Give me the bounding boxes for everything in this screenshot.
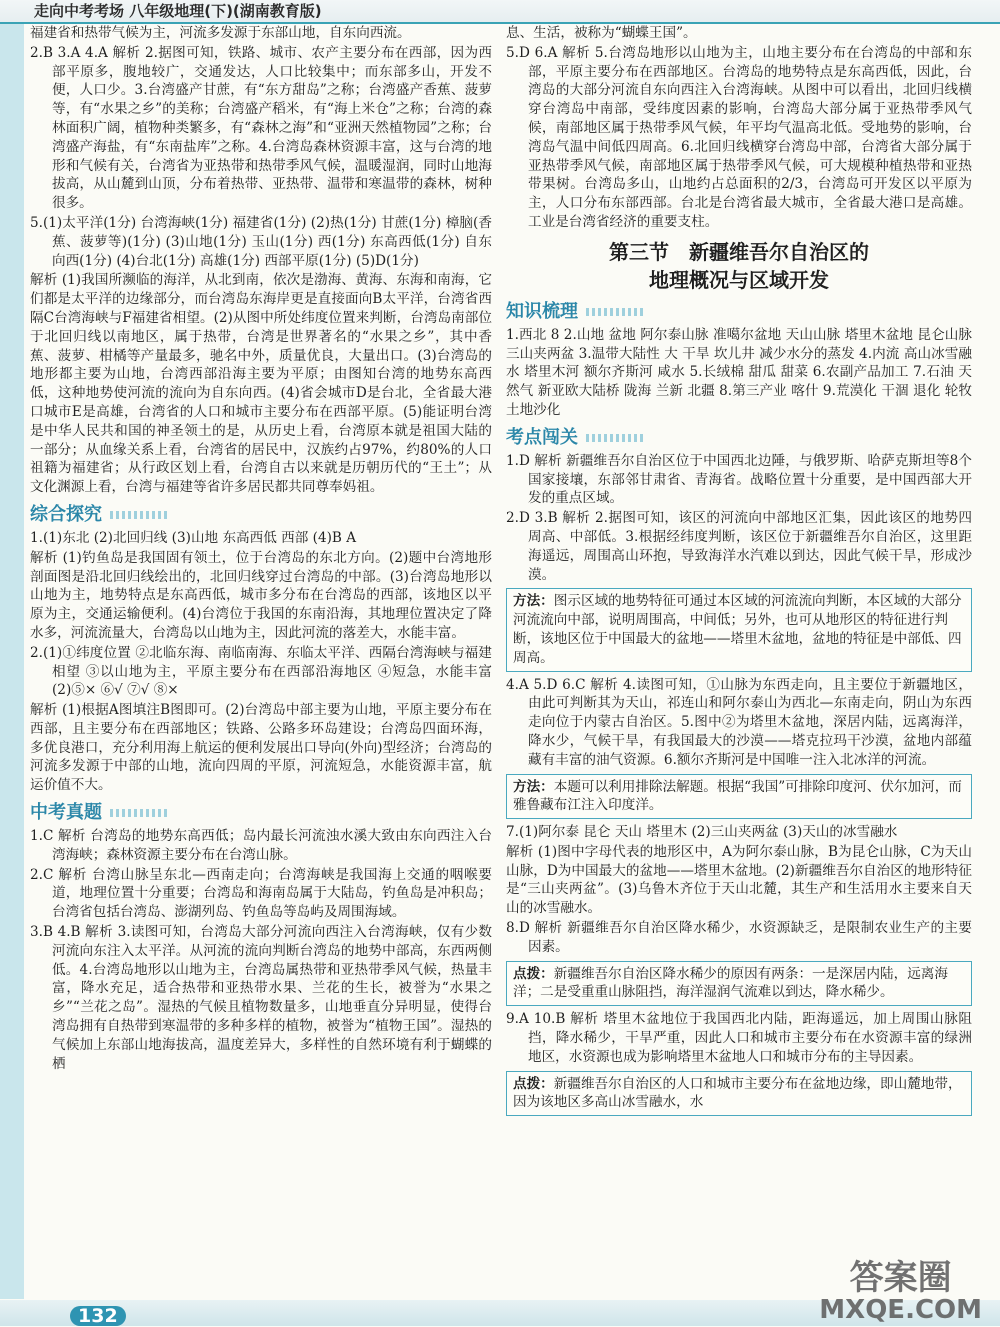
answer-text: 1.(1)东北 (2)北回归线 (3)山地 东高西低 西部 (4)B A [30,529,357,546]
method-box: 方法：图示区域的地势特征可通过本区域的河流流向判断，本区域的大部分河流流向中部，说明周围高，中间低；另外，也可从地形区的特征进行判断，该地区位于中国最大的盆地——塔里木盆地，盆地的特征是中部低、四周高。 [506,588,972,671]
answer-text: 3.B 4.B 解析 3.读图可知，台湾岛大部分河流向西注入台湾海峡，仅有少数河流向东注入太平洋。从河流的流向判断台湾岛的地势中部高，东西两侧低。4.台湾岛地形以山地为主，台湾岛属热带和亚热带季风气候，热量丰富，降水充足，适合热带和亚热带水果、兰花的生长，被誉为“水果之乡”“兰花之岛”。湿热的气候且植物数量多，山地垂直分异明显，使得台湾岛拥有自热带到寒温带的多种多样的植物，被誉为“植物王国”。湿热的气候加上东部山地海拔高，温度差异大，多样性的自然环境有利于蝴蝶的栖 [30,924,492,1072]
analysis-text: 解析 (1)根据A图填注B图即可。(2)台湾岛中部主要为山地，平原主要分布在西部，且主要分布在西部地区；铁路、公路多环岛建设；台湾岛四面环海，多优良港口，充分利用海上航运的便利发展出口导向(外向)型经济；台湾岛的河流多发源于中部的山地，流向四周的平原，河流短急，水能资源丰富，航运价值不大。 [30,702,492,794]
answer-text: 2.C 解析 台湾山脉呈东北—西南走向；台湾海峡是我国海上交通的咽喉要道，地理位置十分重要；台湾岛和海南岛属于大陆岛，钓鱼岛是冲积岛；台湾省包括台湾岛、澎湖列岛、钓鱼岛等岛屿及周围海域。 [30,866,492,921]
section-heading: 知识梳理 [506,300,972,324]
analysis-text: 解析 (1)我国所濒临的海洋，从北到南，依次是渤海、黄海、东海和南海，它们都是太平洋的边缘部分，而台湾岛东海岸更是直接面向B太平洋，台湾省西隔C台湾海峡与F福建省相望。(2)从图中所处纬度位置来判断，台湾岛南部位于北回归线以南地区，属于热带，台湾是世界著名的“水果之乡”，其中香蕉、菠萝、柑橘等产量最多，驰名中外，质量优良，大量出口。(3)台湾岛的地形都主要为山地，台湾西部沿海主要为平原；由图知台湾的地势东高西低，这种地势使河流的流向为自东向西。(4)省会城市D是台北，全省最大港口城市E是高雄，台湾省的人口和城市主要分布在西部平原。(5)能证明台湾是中华人民共和国的神圣领土的是，从历史上看，台湾原本就是祖国大陆的一部分；从血缘关系上看，台湾省的居民中，汉族约占97%，约80%的人口祖籍为福建省；从行政区划上看，台湾自古以来就是历朝历代的“王土”；从文化渊源上看，台湾与福建等省许多居民都共同尊奉妈祖。 [30,272,492,496]
answer-text: 福建省和热带气候为主，河流多发源于东部山地，自东向西流。 [30,25,411,41]
analysis-text: 解析 (1)图中字母代表的地形区中，A为阿尔泰山脉，B为昆仑山脉，C为天山山脉，D为中国最大的盆地——塔里木盆地。(2)新疆维吾尔自治区的地形特征是“三山夹两盆”。(3)乌鲁木齐位于天山北麓，其生产和生活用水主要来自天山的冰雪融水。 [506,843,972,917]
chapter-title: 第三节 新疆维吾尔自治区的 地理概况与区域开发 [609,239,869,292]
analysis-text: 解析 (1)钓鱼岛是我国固有领土，位于台湾岛的东北方向。(2)题中台湾地形剖面图是沿北回归线绘出的，北回归线穿过台湾岛的中部。(3)台湾岛地形以山地为主，地势特点是东高西低，城市多分布在台湾岛的西部，该地区以平原为主，交通运输便利。(4)台湾位于我国的东南沿海，其地理位置决定了降水多，河流流量大，台湾岛以山地为主，因此河流的落差大，水能丰富。 [30,549,492,641]
answer-text: 9.A 10.B 解析 塔里木盆地位于我国西北内陆，距海遥远，加上周围山脉阻挡，降水稀少，干旱严重，因此人口和城市主要分布在水资源丰富的绿洲地区，水资源也成为影响塔里木盆地人口和城市分布的主导因素。 [506,1011,972,1065]
answer-text: 1.C 解析 台湾岛的地势东高西低；岛内最长河流浊水溪大致由东向西注入台湾海峡；森林资源主要分布在台湾山脉。 [30,828,492,863]
tip-box: 点拨：新疆维吾尔自治区的人口和城市主要分布在盆地边缘，即山麓地带，因为该地区多高山冰雪融水，水 [506,1071,972,1117]
book-title: 走向中考考场 八年级地理(下)(湖南教育版) [34,2,322,20]
answer-text: 7.(1)阿尔泰 昆仑 天山 塔里木 (2)三山夹两盆 (3)天山的冰雪融水 [506,824,898,841]
answer-text: 5.D 6.A 解析 5.台湾岛地形以山地为主，山地主要分布在台湾岛的中部和东部，平原主要分布在西部地区。台湾岛的地势特点是东高西低，因此，台湾岛的大部分河流自东向西注入台湾海峡。从图中可以看出，北回归线横穿台湾岛中南部，受纬度因素的影响，台湾岛大部分属于亚热带季风气候，南部地区属于热带季风气候，年平均气温高北低。受地势的影响，台湾岛气温中间低四周高。6.北回归线横穿台湾岛中部，台湾省大部分属于亚热带季风气候，南部地区属于热带季风气候，可大规模种植热带和亚热带果树。台湾岛多山，山地约占总面积的2/3，台湾岛可开发区以平原为主，人口分布东部西部。台北是台湾省最大城市，全省最大港口是高雄。工业是台湾省经济的重要支柱。 [506,44,972,230]
answer-text: 1.西北 8 2.山地 盆地 阿尔泰山脉 准噶尔盆地 天山山脉 塔里木盆地 昆仑山脉 三山夹两盆 3.温带大陆性 大 干旱 坎儿井 减少水分的蒸发 4.内流 高山冰雪融水 塔里木河 额尔齐斯河 咸水 5.长绒棉 甜瓜 甜菜 6.农副产品加工 7.石油 天然气 新亚欧大陆桥 陇海 兰新 北疆 8.第三产业 喀什 9.荒漠化 干涸 退化 轮牧 土地沙化 [506,326,972,418]
answer-text: 息、生活，被称为“蝴蝶王国”。 [506,25,697,41]
answer-text: 1.D 解析 新疆维吾尔自治区位于中国西北边陲，与俄罗斯、哈萨克斯坦等8个国家接壤，东部邻甘肃省、青海省。战略位置十分重要，是中国西部大开发的重点区域。 [506,452,972,507]
answer-text: 2.D 3.B 解析 2.据图可知，该区的河流向中部地区汇集，因此该区的地势四周高、中部低。3.根据经纬度判断，该区位于新疆维吾尔自治区，这里距海遥远，周围高山环抱，导致海洋水汽难以到达，因此气候干旱，形成沙漠。 [506,510,972,583]
answer-text: 2.B 3.A 4.A 解析 2.据图可知，铁路、城市、农产主要分布在西部，因为西部平原多，腹地较广，交通发达，人口比较集中；而东部多山，开发不便，人口少。3.台湾盛产甘蔗，有“东方甜岛”之称；台湾盛产香蕉、菠萝等，有“水果之乡”的美称；台湾盛产稻米，有“海上米仓”之称；台湾的森林面积广阔，植物种类繁多，有“森林之海”和“亚洲天然植物园”之称；台湾盛产海盐，有“东南盐库”之称。4.台湾岛森林资源丰富，这与台湾的地形和气候有关，台湾省为亚热带和热带季风气候，温暖湿润，同时山地海拔高，从山麓到山顶，分布着热带、亚热带、温带和寒温带的森林，树种很多。 [30,44,492,212]
section-heading: 综合探究 [30,503,492,527]
left-column [30,24,492,1074]
method-box: 方法：本题可以利用排除法解题。根据“我国”可排除印度河、伏尔加河，而雅鲁藏布江注入印度洋。 [506,774,972,820]
answer-text: 4.A 5.D 6.C 解析 4.读图可知，①山脉为东西走向，且主要位于新疆地区，由此可判断其为天山，祁连山和阿尔泰山为西北—东南走向，阴山为东西走向位于内蒙古自治区。5.图中②为塔里木盆地，深居内陆，远离海洋，降水少，气候干旱，有我国最大的沙漠——塔克拉玛干沙漠，盆地内部蕴藏有丰富的油气资源。6.额尔齐斯河是中国唯一注入北冰洋的河流。 [506,676,972,768]
page-number: 132 [70,1306,126,1326]
page-header-bar [0,0,1000,24]
tip-box: 点拨：新疆维吾尔自治区降水稀少的原因有两条：一是深居内陆，远离海洋；二是受重重山脉阻挡，海洋湿润气流难以到达，降水稀少。 [506,961,972,1007]
answer-text: 8.D 解析 新疆维吾尔自治区降水稀少，水资源缺乏，是限制农业生产的主要因素。 [506,920,972,955]
answer-text: 5.(1)太平洋(1分) 台湾海峡(1分) 福建省(1分) (2)热(1分) 甘蔗(1分) 樟脑(香蕉、菠萝等)(1分) (3)山地(1分) 玉山(1分) 西(1分) 东高西低(1分) 自东向西(1分) (4)台北(1分) 高雄(1分) 西部平原(1分) (5)D(1分) [30,214,492,269]
answer-text: 2.(1)①纬度位置 ②北临东海、南临南海、东临太平洋、西隔台湾海峡与福建相望 ③以山地为主，平原主要分布在西部沿海地区 ④短急，水能丰富 (2)⑤× ⑥√ ⑦√ ⑧× [30,644,492,699]
section-heading: 中考真题 [30,801,492,825]
right-column [506,24,972,1120]
left-margin-strip [0,24,24,1299]
section-heading: 考点闯关 [506,426,972,450]
watermark-logo: 答案圈 MXQE.COM [819,1258,982,1325]
